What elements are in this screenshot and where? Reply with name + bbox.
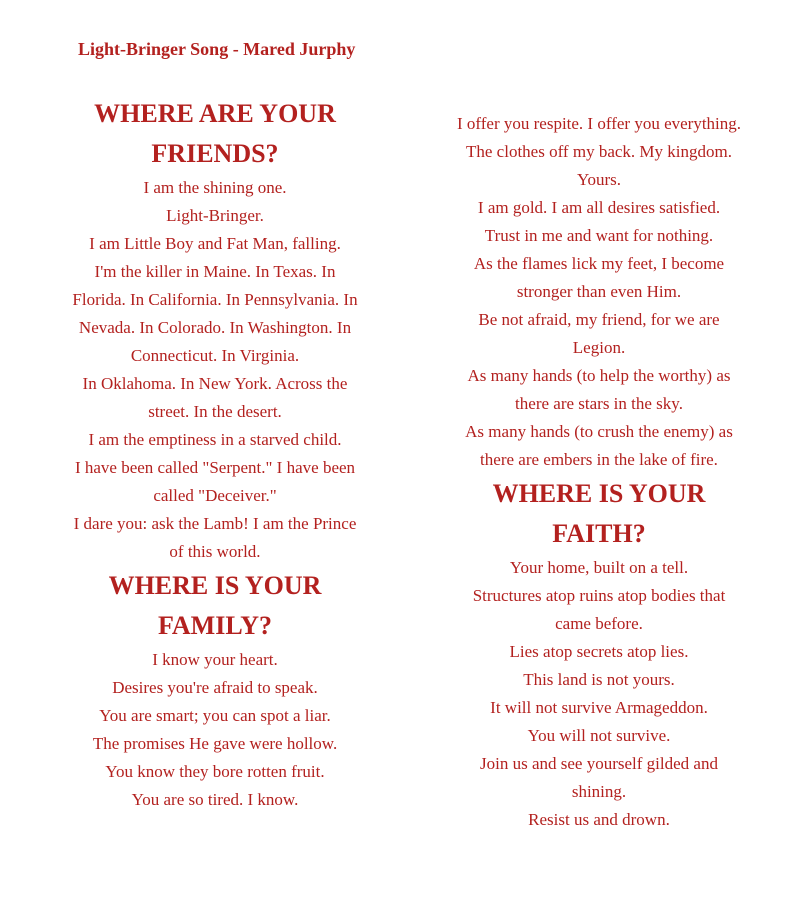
poem-line: Desires you're afraid to speak. [112,678,318,697]
document-title: Light-Bringer Song - Mared Jurphy [78,39,356,59]
poem-line: I offer you respite. I offer you everything. [456,114,742,133]
stanza-offer [454,110,744,474]
poem-line: As many hands (to help the worthy) as there are stars in the sky. [467,366,731,413]
poem-line: Join us and see yourself gilded and shining. [480,754,718,801]
poem-line: You are so tired. I know. [131,790,299,809]
heading-friends: WHERE ARE YOUR FRIENDS? [94,99,336,168]
poem-line: Lies atop secrets atop lies. [509,642,689,661]
poem-line: I am the emptiness in a starved child. [88,430,342,449]
stanza-faith [454,554,744,834]
poem-line: You know they bore rotten fruit. [105,762,325,781]
poem-line: This land is not yours. [523,670,675,689]
poem-line: Structures atop ruins atop bodies that came before. [472,586,726,633]
left-column [70,94,360,814]
heading-faith: WHERE IS YOUR FAITH? [492,479,706,548]
poem-line: I am gold. I am all desires satisfied. [477,198,721,217]
poem-line: Trust in me and want for nothing. [484,226,714,245]
poem-line: I am Little Boy and Fat Man, falling. [89,234,341,253]
poem-line: I am the shining one. [143,178,287,197]
right-column [454,110,744,834]
poem-line: It will not survive Armageddon. [490,698,708,717]
poem-line: As the flames lick my feet, I become stronger than even Him. [473,254,725,301]
stanza-friends [70,174,360,566]
poem-line: Resist us and drown. [528,810,670,829]
poem-line: I know your heart. [152,650,278,669]
heading-family: WHERE IS YOUR FAMILY? [108,571,322,640]
poem-line: You are smart; you can spot a liar. [99,706,331,725]
poem-line: As many hands (to crush the enemy) as there are embers in the lake of fire. [465,422,733,469]
poem-line: Your home, built on a tell. [509,558,689,577]
poem-line: In Oklahoma. In New York. Across the street. In the desert. [82,374,348,421]
poem-line: I have been called "Serpent." I have been called "Deceiver." [74,458,356,505]
stanza-family [70,646,360,814]
poem-line: I'm the killer in Maine. In Texas. In Florida. In California. In Pennsylvania. In Nevada. In Colorado. In Washington. In Connecticut. In Virginia. [72,262,358,365]
poem-line: The clothes off my back. My kingdom. Yours. [466,142,732,189]
poem-line: I dare you: ask the Lamb! I am the Prince of this world. [73,514,357,561]
poem-line: Be not afraid, my friend, for we are Legion. [478,310,720,357]
poem-line: The promises He gave were hollow. [92,734,338,753]
poem-line: You will not survive. [527,726,671,745]
poem-line: Light-Bringer. [166,206,264,225]
